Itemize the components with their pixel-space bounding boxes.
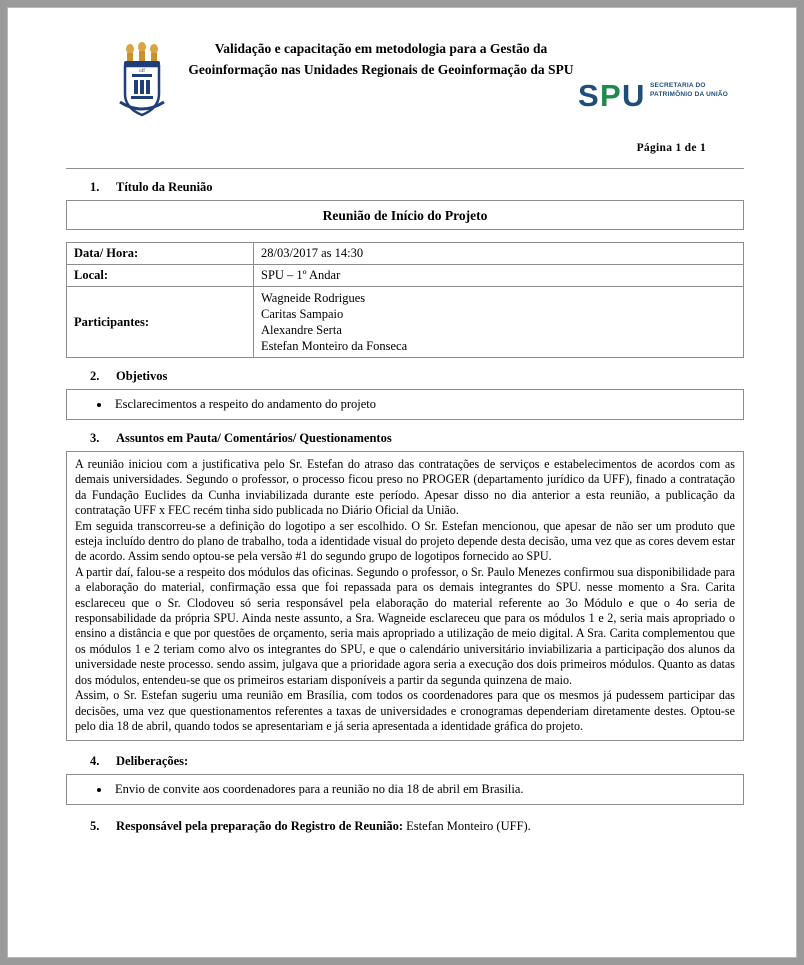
section-number-1: 1.: [90, 180, 100, 194]
header-divider: [66, 168, 744, 169]
svg-text:uff: uff: [139, 69, 145, 74]
page-content: [66, 36, 744, 834]
document-header: [66, 36, 744, 128]
section-number-2: 2.: [90, 369, 100, 383]
section-heading-4: [66, 754, 744, 769]
list-item: • Esclarecimentos a respeito do andamento do projeto: [111, 397, 733, 412]
spu-subtitle-line2: PATRIMÔNIO DA UNIÃO: [650, 90, 729, 98]
svg-text:U: U: [622, 78, 645, 113]
list-item: • Envio de convite aos coordenadores para a reunião no dia 18 de abril em Brasilia.: [111, 782, 733, 797]
section-heading-1: [66, 180, 744, 195]
meta-value-participants: [254, 287, 744, 358]
section-label-2: Objetivos: [116, 369, 168, 383]
deliberacoes-box: [66, 774, 744, 805]
document-page: [7, 7, 797, 958]
meeting-meta-table: [66, 242, 744, 358]
section-heading-5: [66, 819, 744, 834]
participant-name: Wagneide Rodrigues: [261, 291, 366, 305]
paragraph: A reunião iniciou com a justificativa pelo Sr. Estefan do atraso das contratações de serviços e estabelecimentos de acordos com as demais universidades. Segundo o professor, o processo ficou preso no PROGER (departamento jurídico da UFF), finado a contratação da Fundação Euclides da Cunha inviabilizada durante este período. Apesar disso no dia anterior a esta reunião, a publicação da contratação UFF x FEC recém tinha sido publicada no Diário Oficial da União.: [75, 457, 735, 518]
svg-text:P: P: [600, 78, 621, 113]
section-number-5: 5.: [90, 819, 100, 834]
section-label-4: Deliberações:: [116, 754, 189, 769]
section-label-1: Título da Reunião: [116, 180, 213, 194]
participant-name: Estefan Monteiro da Fonseca: [261, 339, 408, 353]
meta-label-date: Data/ Hora:: [67, 243, 254, 265]
paragraph: Assim, o Sr. Estefan sugeriu uma reunião em Brasília, com todos os coordenadores para que os mesmos já pudessem participar das decisões, uma vez que questionamentos referentes a taxas de universidades e cronogramas dependeriam diretamente destes. Optou-se pelo dia 18 de abril, quando todos se apresentariam e já seria apresentada a identidade gráfica do projeto.: [75, 688, 735, 733]
meta-label-participants: Participantes:: [67, 287, 254, 358]
paragraph: A partir daí, falou-se a respeito dos módulos das oficinas. Segundo o professor, o Sr. Paulo Menezes confirmou sua disponibilidade para a elaboração do material, confirmação essa que foi repassada para os demais integrantes do SPU. nesse momento a Sra. Carita esclareceu que o Sr. Clodoveu só seria responsável pela elaboração do material referente ao 3o Módulo e que o 4o seria de responsabilidade da própria SPU. Ainda neste assunto, a Sra. Wagneide esclareceu que para os módulos 1 e 2, seria mais apropriado o ensino a distância e que por questões de orçamento, seria mais apropriado a utilização de meio digital. A Sra. Carita complementou que os módulos 1 e 2 teriam como alvo os integrantes do SPU, e que o calendário universitário inviabilizaria a participação dos alunos da universidade neste processo. sendo assim, julgava que a prioridade agora seria a execução dos dois primeiros módulos. Quanto as datas dos módulos, entendeu-se que os primeiros estariam disponíveis a partir da segunda quinzena de maio.: [75, 564, 735, 687]
meta-value-date: 28/03/2017 as 14:30: [254, 243, 744, 265]
spu-logo: [578, 76, 738, 116]
meta-value-local: SPU – 1º Andar: [254, 265, 744, 287]
section-number-4: 4.: [90, 754, 100, 769]
section-heading-3: [66, 431, 744, 446]
objetivos-list: [77, 397, 733, 412]
section-number-3: 3.: [90, 431, 100, 445]
uff-crest-icon: [112, 40, 172, 118]
meeting-title-box: Reunião de Início do Projeto: [66, 200, 744, 230]
table-row: [67, 243, 744, 265]
assuntos-box: [66, 451, 744, 741]
spu-subtitle-line1: SECRETARIA DO: [650, 82, 706, 89]
meta-label-local: Local:: [67, 265, 254, 287]
svg-text:S: S: [578, 78, 599, 113]
table-row: [67, 265, 744, 287]
responsavel-value: Estefan Monteiro (UFF).: [406, 819, 531, 834]
page-title: Validação e capacitação em metodologia para a Gestão da Geoinformação nas Unidades Regionais de Geoinformação da SPU: [188, 41, 574, 77]
section-heading-2: [66, 369, 744, 384]
section-label-3: Assuntos em Pauta/ Comentários/ Questionamentos: [116, 431, 392, 445]
section-label-5: Responsável pela preparação do Registro de Reunião:: [116, 819, 404, 834]
participant-name: Alexandre Serta: [261, 323, 342, 337]
deliberacoes-list: [77, 782, 733, 797]
page-number: Página 1 de 1: [636, 142, 706, 154]
spu-logo-subtitle: [650, 82, 728, 99]
objetivos-box: [66, 389, 744, 420]
table-row: [67, 287, 744, 358]
participant-name: Caritas Sampaio: [261, 307, 344, 321]
paragraph: Em seguida transcorreu-se a definição do logotipo a ser escolhido. O Sr. Estefan mencionou, que apesar de não ser um produto que esteja incluído dentro do plano de trabalho, toda a identidade visual do projeto depende desta decisão, uma vez que as cores devem estar de acordo. Assim sendo optou-se pela versão #1 do segundo grupo de logotipos fornecido ao SPU.: [75, 518, 735, 564]
